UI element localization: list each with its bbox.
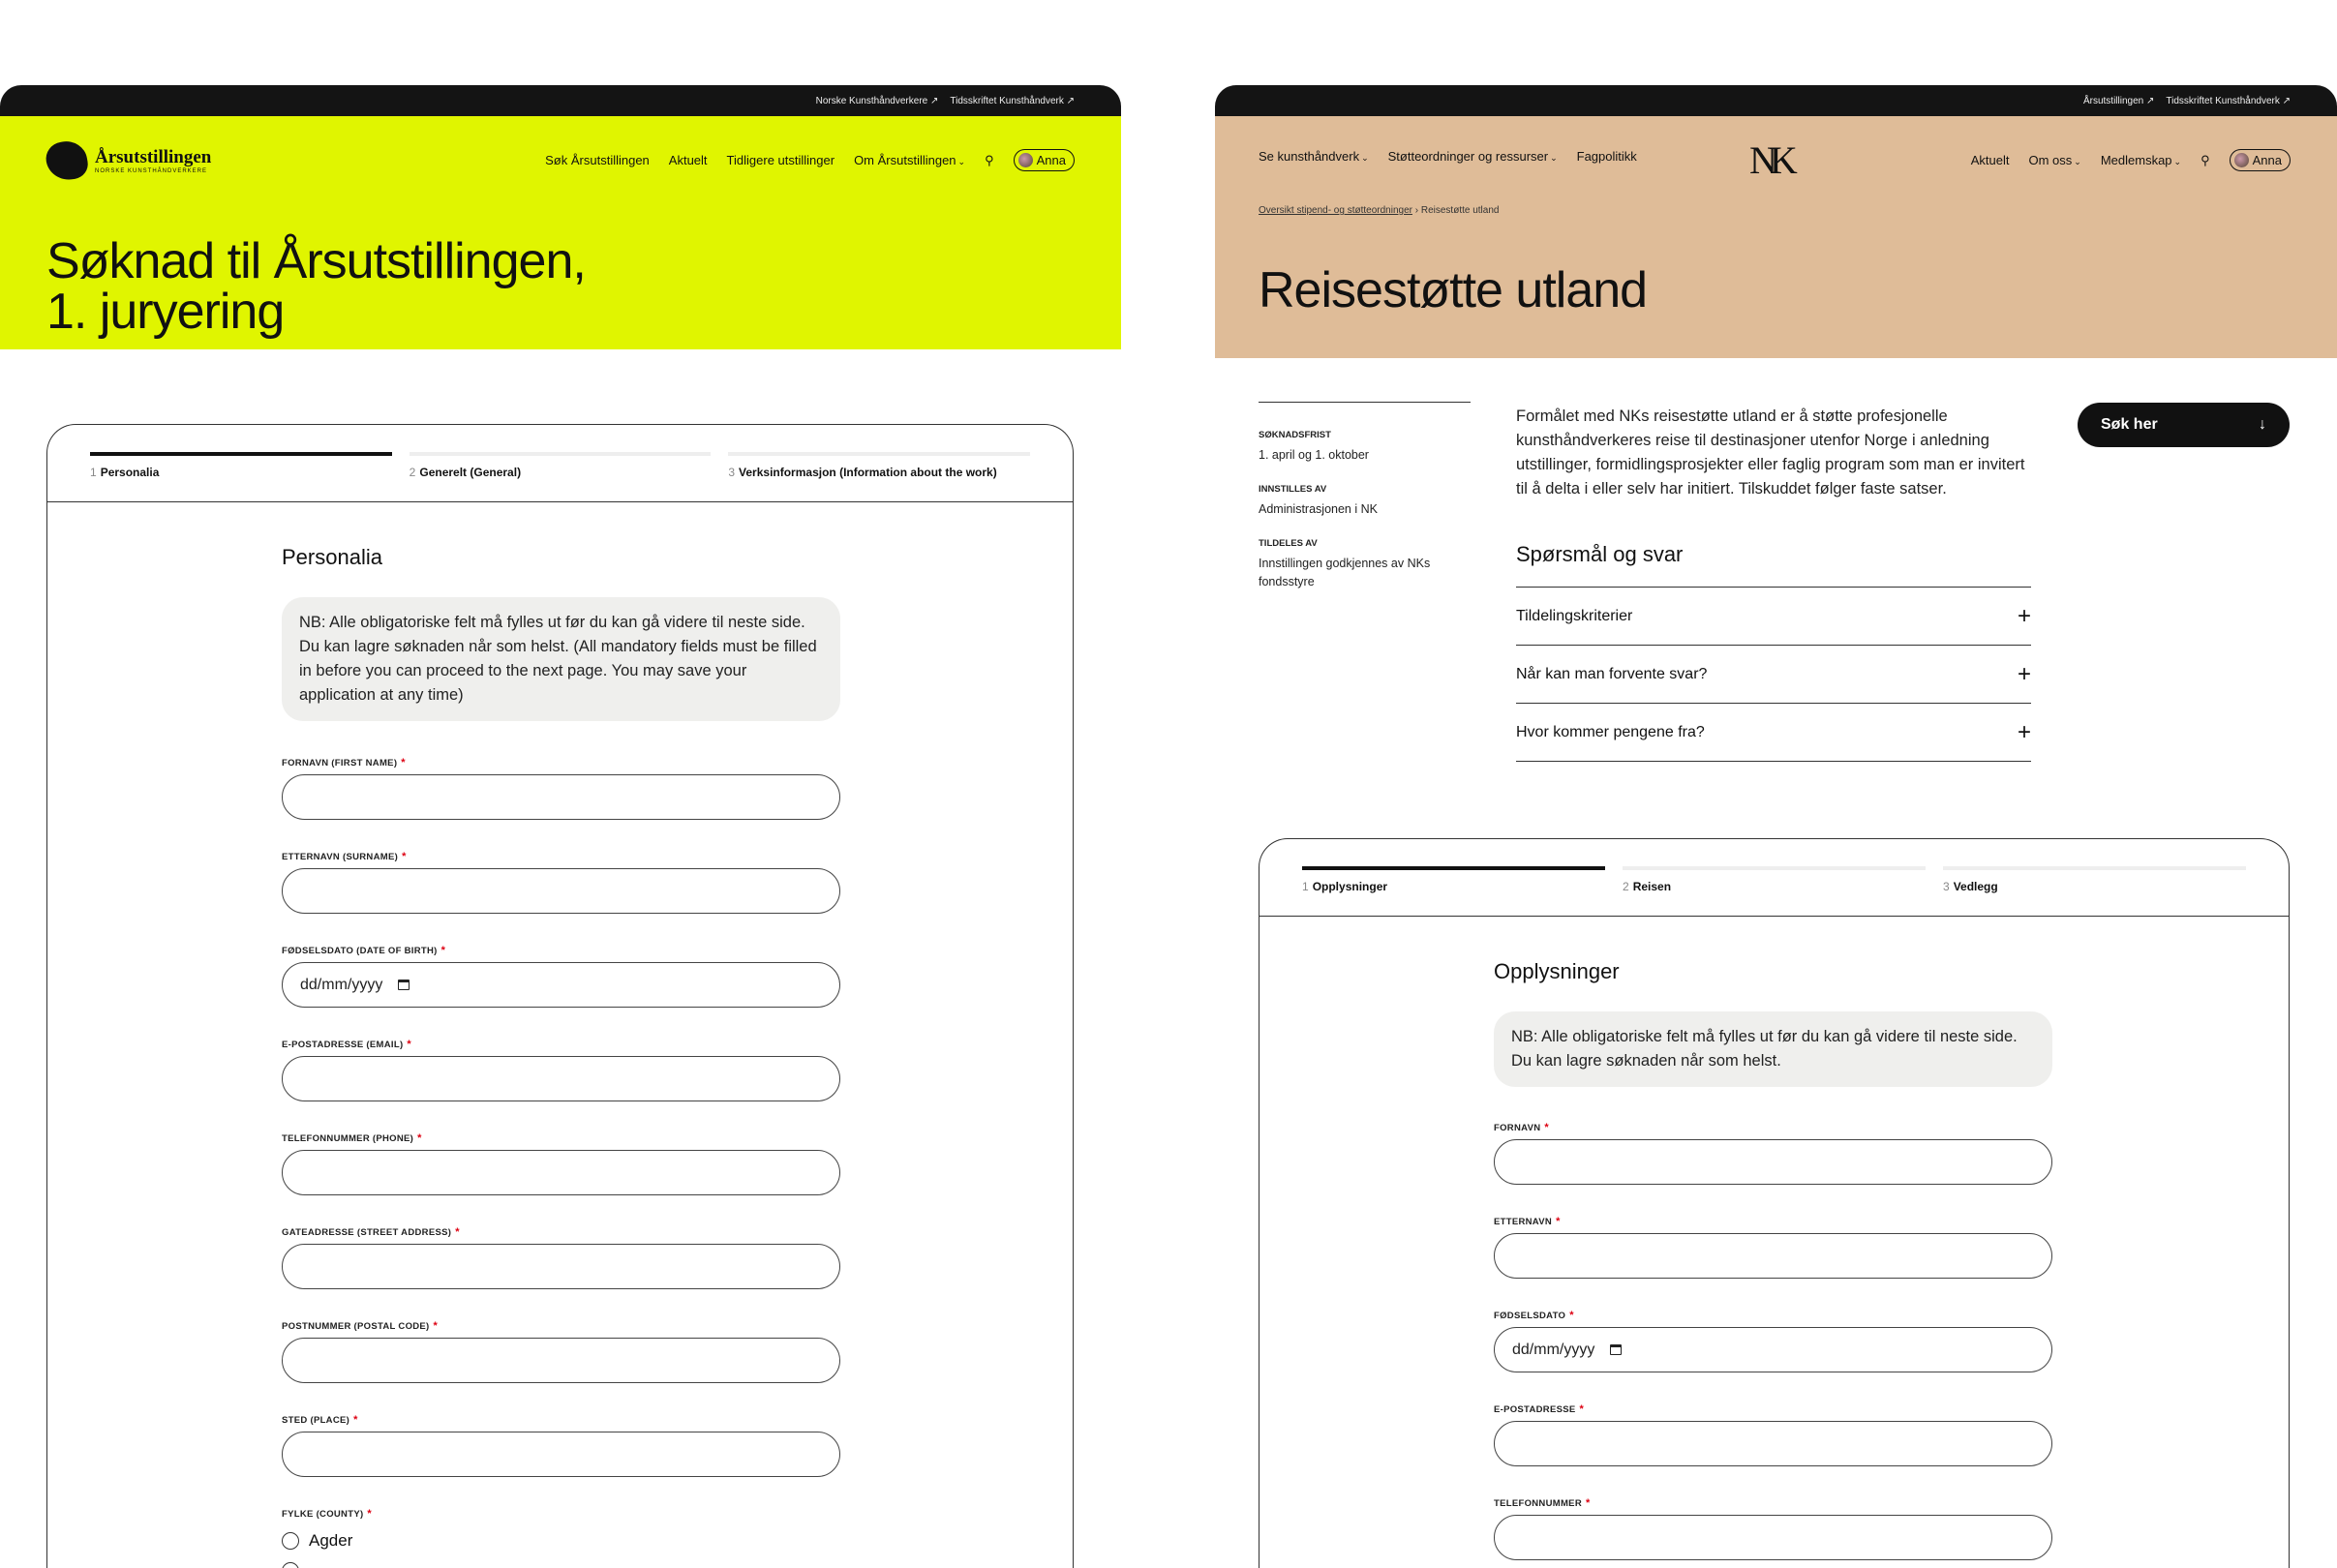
meta-list [1259,402,1471,591]
nav-aktuelt[interactable]: Aktuelt [1970,153,2010,167]
field-label-text: FYLKE (COUNTY) [282,1509,364,1520]
field-label [282,1132,840,1144]
text-input[interactable] [282,1150,840,1195]
breadcrumb [1259,205,1499,216]
text-input[interactable] [282,868,840,914]
plus-icon: + [2017,660,2031,687]
form-field [1494,1497,2052,1560]
form-field [282,851,840,914]
form-field [282,945,840,1008]
step-name: Personalia [100,466,160,479]
field-label [1494,1122,2052,1133]
required-marker: * [1579,1403,1585,1415]
required-marker: * [407,1039,412,1050]
nav-fagpolitikk[interactable]: Fagpolitikk [1576,149,1637,164]
step-label [410,466,712,479]
chevron-down-icon: ⌄ [2074,157,2081,166]
radio-button[interactable] [282,1532,299,1550]
search-icon[interactable]: ⚲ [2200,152,2210,167]
info-note: NB: Alle obligatoriske felt må fylles ut før du kan gå videre til neste side. Du kan lagre søknaden når som helst. (All mandatory fields must be filled in before you can proceed to the next page. You may save your application at any time) [282,597,840,721]
nav-aktuelt[interactable]: Aktuelt [668,153,708,167]
required-marker: * [401,757,406,769]
page-title-line2: 1. juryering [46,284,285,340]
avatar [2234,153,2249,167]
form-field [282,1320,840,1383]
nav-sok[interactable]: Søk Årsutstillingen [545,153,650,167]
step-number: 2 [409,466,416,479]
nav-om[interactable] [854,153,965,167]
step-3[interactable] [728,452,1030,501]
avatar [1018,153,1033,167]
form-steps [1260,839,2289,917]
radio-label: Agder [309,1531,353,1550]
breadcrumb-current: Reisestøtte utland [1420,205,1500,216]
arrow-down-icon: ↓ [2259,416,2266,433]
required-marker: * [1585,1497,1591,1509]
intro-text: Formålet med NKs reisestøtte utland er å støtte profesjonelle kunsthåndverkeres reise til destinasjoner utenfor Norge i anledning utstillinger, formidlingsprosjekter eller faglig program som man er invitert til å delta i eller selv har initiert. Tilskuddet følger faste satser. [1516,407,2025,498]
search-icon[interactable]: ⚲ [985,152,994,167]
chevron-down-icon: ⌄ [1361,153,1369,163]
link-norske-kunsthandverkere[interactable]: Norske Kunsthåndverkere ↗ [815,95,939,106]
text-input[interactable] [282,774,840,820]
faq-title: Spørsmål og svar [1516,542,1684,566]
chevron-down-icon: ⌄ [957,157,966,166]
field-label-text: FORNAVN [1494,1123,1541,1133]
field-label [282,945,840,956]
required-marker: * [417,1132,422,1144]
chevron-down-icon: ⌄ [2173,157,2182,166]
hero [1215,116,2337,358]
required-marker: * [1556,1216,1561,1227]
text-input[interactable] [282,1432,840,1477]
field-label-text: GATEADRESSE (STREET ADDRESS) [282,1227,452,1238]
step-progress-bar [90,452,392,456]
field-label-text: ETTERNAVN (SURNAME) [282,852,399,862]
date-placeholder: dd/mm/yyyy [300,976,383,993]
step-2[interactable] [410,452,712,501]
text-input[interactable] [282,1338,840,1383]
required-marker: * [367,1508,373,1520]
field-label-text: STED (PLACE) [282,1415,350,1426]
user-name: Anna [2252,153,2282,167]
required-marker: * [1544,1122,1549,1133]
link-arsutstillingen[interactable]: Årsutstillingen ↗ [2082,95,2155,106]
text-input[interactable] [282,1244,840,1289]
field-label-text: FORNAVN (FIRST NAME) [282,758,398,769]
text-input[interactable] [1494,1421,2052,1466]
meta-value: 1. april og 1. oktober [1259,448,1369,462]
step-name: Vedlegg [1953,880,1998,893]
faq-item[interactable] [1516,704,2031,762]
form-content [282,545,840,1550]
section-title: Opplysninger [1494,959,1620,983]
application-form [46,424,1074,1568]
plus-icon: + [2017,602,2031,629]
link-tidsskriftet[interactable]: Tidsskriftet Kunsthåndverk ↗ [2166,95,2291,106]
breadcrumb-link[interactable]: Oversikt stipend- og støtteordninger [1259,205,1412,216]
text-input[interactable] [282,1056,840,1101]
radio-option[interactable] [282,1562,840,1568]
main-nav [545,149,1075,171]
calendar-icon[interactable] [398,980,410,990]
step-name: Verksinformasjon (Information about the work) [739,466,997,479]
page-title: Reisestøtte utland [1259,262,1648,318]
field-label [1494,1216,2052,1227]
field-label-text: TELEFONNUMMER (PHONE) [282,1133,414,1144]
field-label [1494,1497,2052,1509]
field-label [282,1414,840,1426]
nk-logo[interactable]: NK [1749,138,1790,182]
hero [0,116,1121,349]
field-label [1494,1403,2052,1415]
form-content [1494,959,2052,1509]
faq-question: Hvor kommer pengene fra? [1516,723,1705,740]
field-label [282,1320,840,1332]
nav-se-kunsthandverk[interactable] [1259,149,1369,164]
required-marker: * [440,945,446,956]
logo[interactable] [46,141,211,180]
user-button[interactable] [2230,149,2291,171]
field-label-text: FØDSELSDATO (DATE OF BIRTH) [282,946,438,956]
county-field [282,1508,840,1568]
step-name: Reisen [1632,880,1672,893]
field-label [282,757,840,769]
form-field [282,1414,840,1477]
top-bar [1215,85,2337,116]
nav-label: Støtteordninger og ressurser [1387,149,1549,164]
required-marker: * [433,1320,439,1332]
field-label-text: E-POSTADRESSE (EMAIL) [282,1040,404,1050]
step-number: 2 [1623,880,1629,893]
form-field [1494,1216,2052,1279]
step-progress-bar [1623,866,1926,870]
chevron-right-icon: › [1414,205,1421,216]
nav-om-oss[interactable] [2029,153,2081,167]
faq [1516,542,2031,762]
step-progress-bar [1302,866,1605,870]
logo-title: Årsutstillingen [95,147,212,167]
step-number: 1 [90,466,97,479]
step-progress-bar [1943,866,2246,870]
step-number: 3 [1943,880,1950,893]
required-marker: * [353,1414,358,1426]
field-label-text: POSTNUMMER (POSTAL CODE) [282,1321,430,1332]
field-label [282,1226,840,1238]
step-3[interactable] [1943,866,2246,916]
page-title [46,233,586,340]
nav-tidligere[interactable]: Tidligere utstillinger [726,153,835,167]
step-progress-bar [728,452,1030,456]
user-name: Anna [1036,153,1066,167]
step-progress-bar [410,452,712,456]
form-field [282,1132,840,1195]
step-label [90,466,392,479]
step-number: 1 [1302,880,1309,893]
step-name: Opplysninger [1312,880,1388,893]
form-field [1494,1122,2052,1185]
field-label-text: TELEFONNUMMER [1494,1498,1582,1509]
application-form [1259,838,2290,1568]
nav-stotteordninger[interactable] [1388,149,1558,164]
logo-subtitle: NORSKE KUNSTHÅNDVERKERE [95,168,208,174]
form-field [1494,1403,2052,1466]
nav-label: Medlemskap [2100,153,2172,167]
faq-item[interactable] [1516,646,2031,704]
nav-left [1259,149,1637,164]
text-input[interactable] [1494,1233,2052,1279]
section-title: Personalia [282,545,382,569]
meta-label: TILDELES AV [1259,538,1318,549]
date-input[interactable] [282,962,840,1008]
date-placeholder: dd/mm/yyyy [1512,1341,1595,1358]
link-tidsskriftet[interactable]: Tidsskriftet Kunsthåndverk ↗ [950,95,1075,106]
radio-option[interactable] [282,1531,840,1551]
step-number: 3 [728,466,736,479]
calendar-icon[interactable] [1610,1344,1622,1355]
chevron-down-icon: ⌄ [1550,153,1558,163]
step-2[interactable] [1623,866,1926,916]
meta-value: Innstillingen godkjennes av NKs fondsstyre [1259,557,1431,588]
step-label [1943,880,2246,893]
field-label [1494,1310,2052,1321]
form-field [1494,1310,2052,1372]
nav-medlemskap[interactable] [2101,153,2181,167]
field-label [282,851,840,862]
page-title-line1: Søknad til Årsutstillingen, [46,233,586,289]
text-input[interactable] [1494,1515,2052,1560]
field-label [282,1039,840,1050]
nav-label: Om oss [2028,153,2073,167]
nav-label: Se kunsthåndverk [1259,149,1360,164]
required-marker: * [1569,1310,1574,1321]
required-marker: * [455,1226,460,1238]
user-button[interactable] [1014,149,1075,171]
meta-label: INNSTILLES AV [1259,484,1327,495]
form-field [282,757,840,820]
meta-value: Administrasjonen i NK [1259,502,1378,516]
faq-question: Når kan man forvente svar? [1516,665,1708,682]
field-label-text: ETTERNAVN [1494,1217,1553,1227]
info-note: NB: Alle obligatoriske felt må fylles ut før du kan gå videre til neste side. Du kan lagre søknaden når som helst. [1494,1011,2052,1087]
field-label [282,1508,840,1520]
step-1[interactable] [90,452,392,501]
nav-om-label: Om Årsutstillingen [854,153,956,167]
top-bar [0,85,1121,116]
date-input[interactable] [1494,1327,2052,1372]
step-label [1302,880,1605,893]
meta-label: SØKNADSFRIST [1259,430,1331,440]
nav-right [1971,149,2291,171]
form-field [282,1226,840,1289]
step-label [728,466,1030,479]
radio-button[interactable] [282,1562,299,1568]
apply-button-label: Søk her [2101,416,2158,433]
plus-icon: + [2017,718,2031,745]
form-field [282,1039,840,1101]
required-marker: * [402,851,407,862]
logo-mark-icon [44,138,90,184]
arsutstillingen-page [0,85,1121,1568]
text-input[interactable] [1494,1139,2052,1185]
nk-page [1215,85,2337,1568]
faq-question: Tildelingskriterier [1516,607,1633,624]
field-label-text: FØDSELSDATO [1494,1311,1566,1321]
form-steps [47,425,1073,502]
apply-button[interactable] [2078,403,2290,447]
step-label [1623,880,1926,893]
step-1[interactable] [1302,866,1605,916]
faq-item[interactable] [1516,588,2031,646]
field-label-text: E-POSTADRESSE [1494,1404,1576,1415]
step-name: Generelt (General) [419,466,522,479]
